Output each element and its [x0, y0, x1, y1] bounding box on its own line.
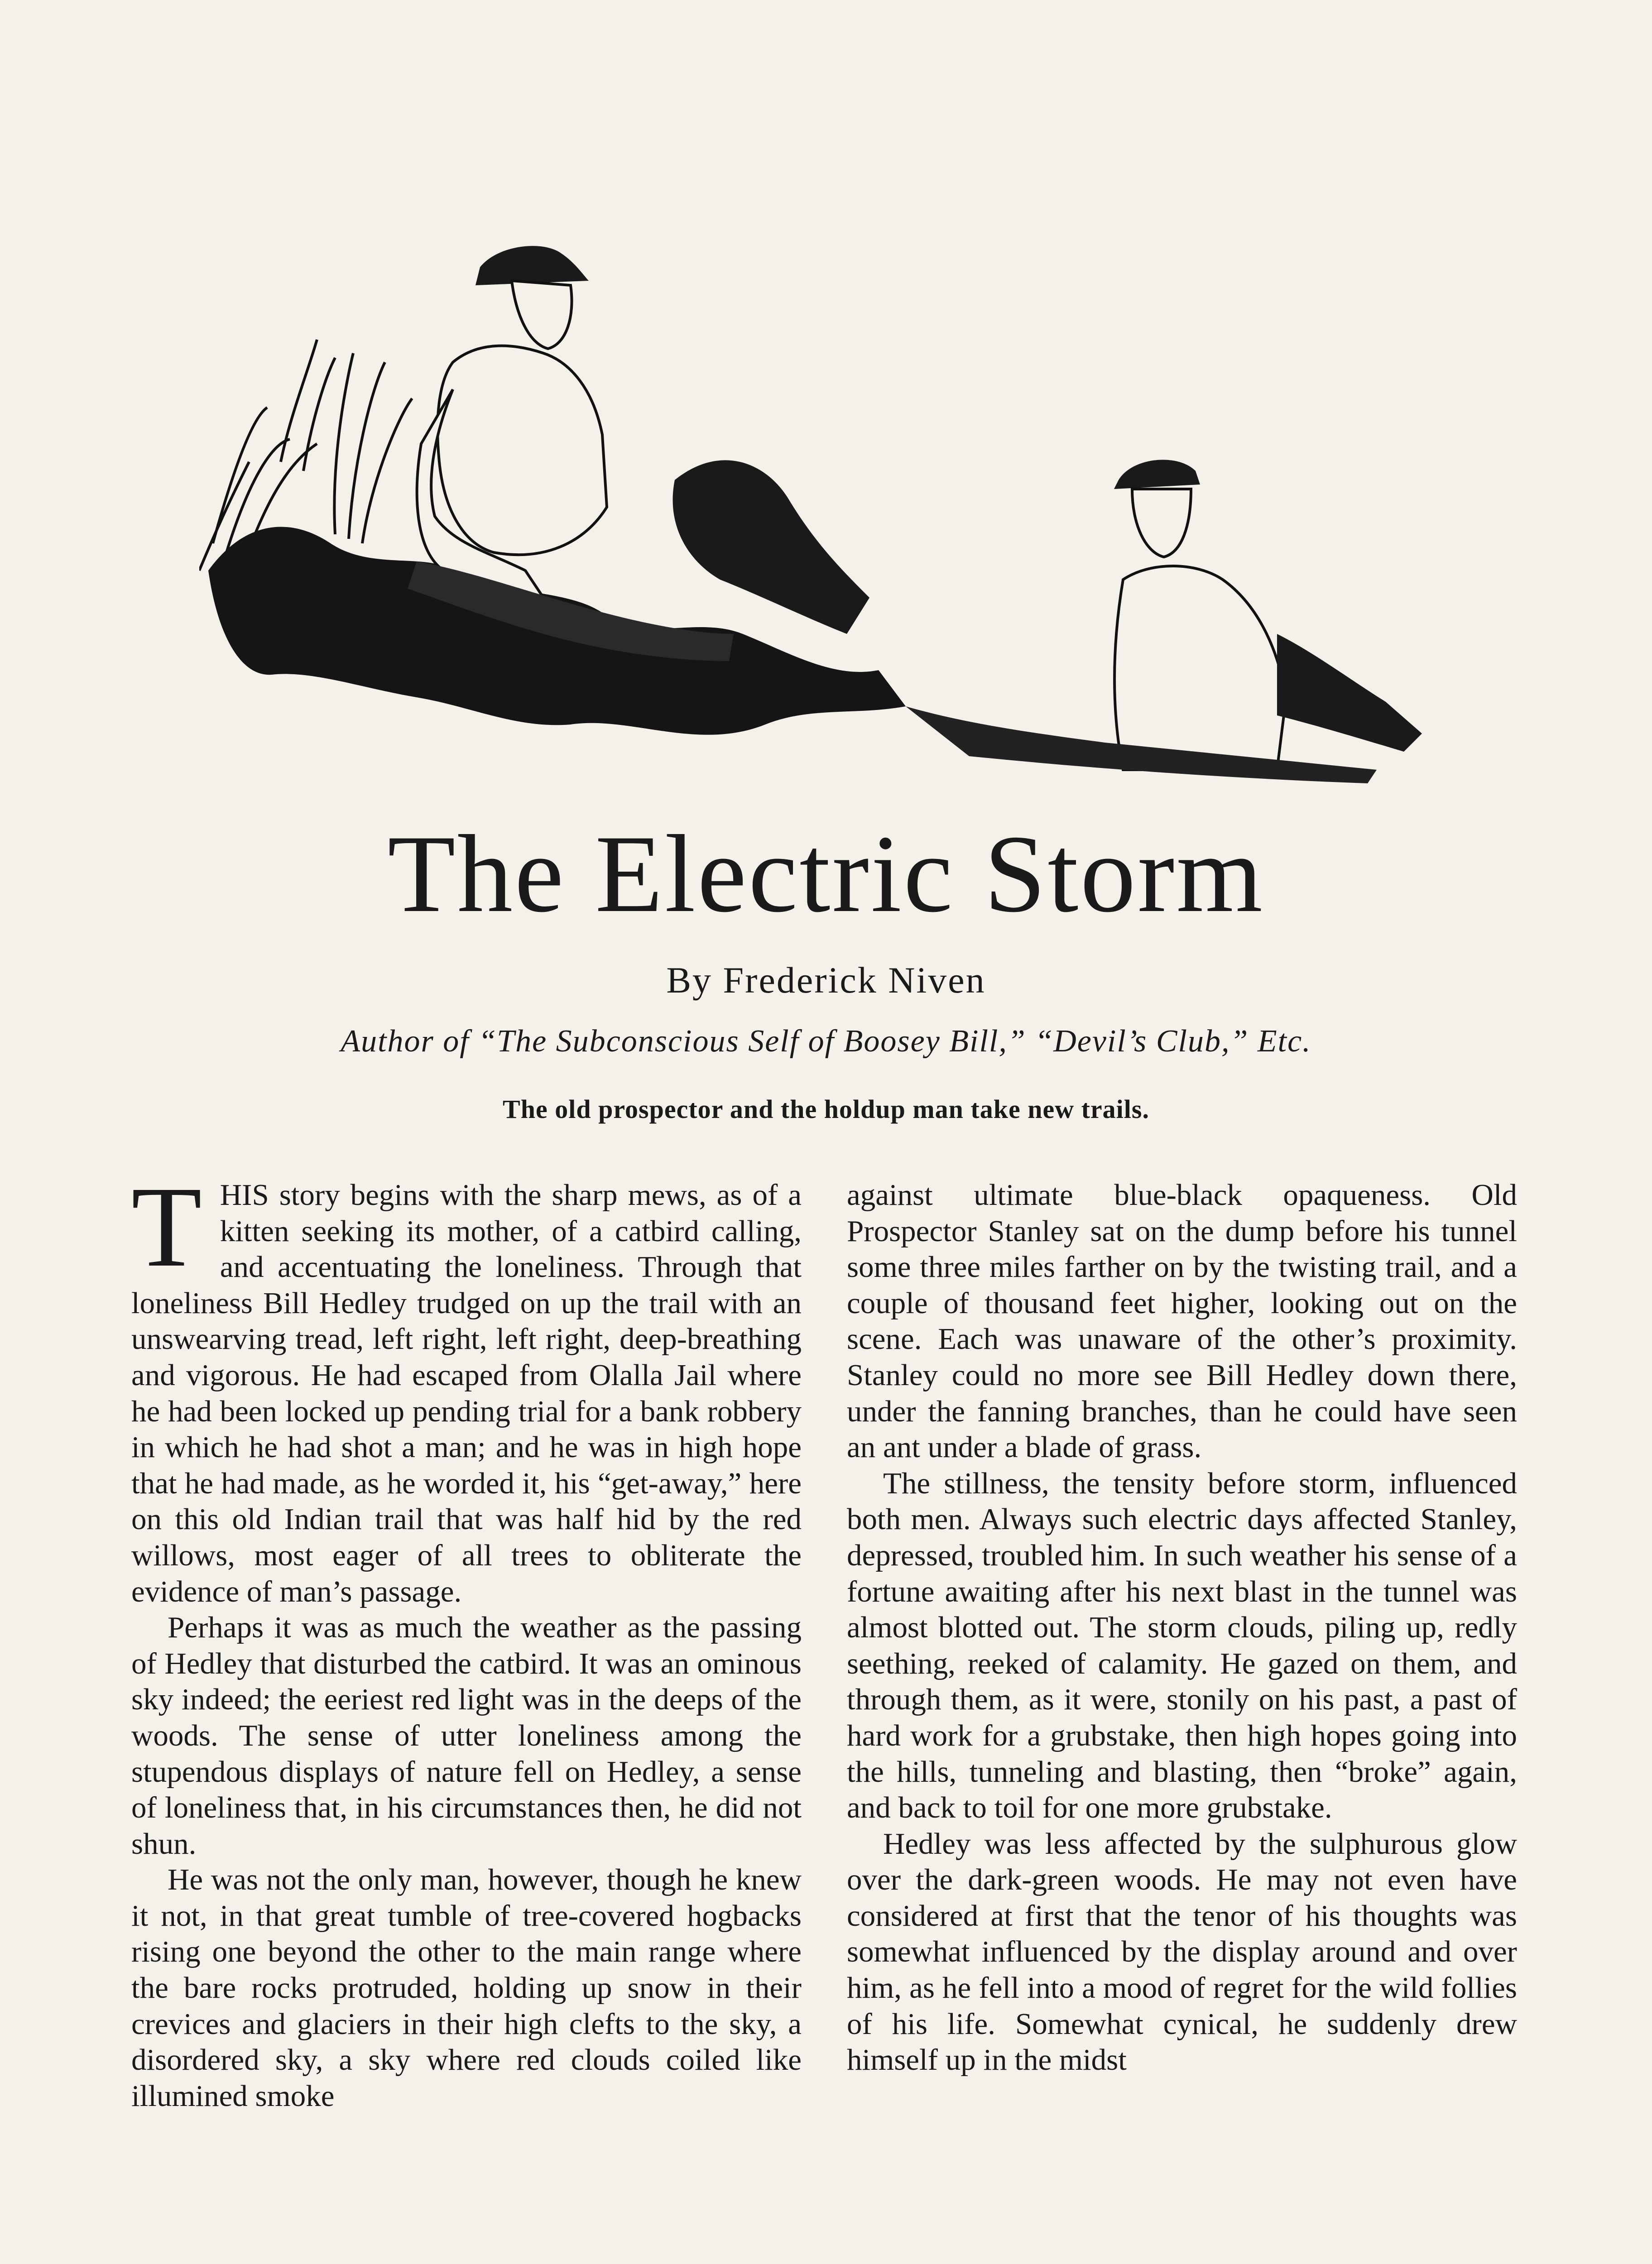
brush-mass-right	[673, 460, 869, 634]
prospector-hat	[475, 246, 589, 285]
article-title: The Electric Storm	[387, 812, 1265, 935]
paragraph: He was not the only man, however, though he knew it not, in that great tumble of tree-covered hogbacks rising one beyond the other to the main range where the bare rocks protruded, holding up snow in their crevices and glaciers in their high clefts to the sky, a disordered sky, a sky where red clouds coiled like illumined smoke	[131, 1863, 802, 2113]
paragraph: The stillness, the tensity before storm, influenced both men. Always such electric days affected Stanley, depressed, troubled him. In such weather his sense of a fortune awaiting after his next blast in the tunnel was almost blotted out. The storm clouds, piling up, redly seething, reeked of calamity. He gazed on them, and through them, as it were, stonily on his past, a past of hard work for a grubstake, then high hopes going into the hills, tunneling and blasting, then “broke” again, and back to toil for one more grubstake.	[847, 1466, 1517, 1825]
paragraph	[131, 1163, 802, 1610]
old-prospector-figure	[408, 246, 734, 661]
article-tagline: The old prospector and the holdup man take new trails.	[503, 1094, 1149, 1124]
story-illustration	[199, 226, 1458, 815]
holdup-man-shadow	[1277, 634, 1422, 752]
body-column-right	[847, 1177, 1517, 2078]
holdup-man-head	[1132, 489, 1191, 557]
article-byline: By Frederick Niven	[666, 959, 986, 1001]
author-other-works: Author of “The Subconscious Self of Boosey Bill,” “Devil’s Club,” Etc.	[341, 1024, 1311, 1059]
paragraph: Perhaps it was as much the weather as the passing of Hedley that disturbed the catbird. It was an ominous sky indeed; the eeriest red light was in the deeps of the woods. The sense of utter loneliness among the stupendous displays of nature fell on Hedley, a sense of loneliness that, in his circumstances then, he did not shun.	[131, 1611, 802, 1861]
prospector-shirt	[437, 346, 607, 555]
body-column-left	[131, 1163, 802, 2114]
paragraph-text: HIS story begins with the sharp mews, as of a kitten seeking its mother, of a catbird calling, and accentuating the loneliness. Through that loneliness Bill Hedley trudged on up the trail with an unswearving tread, left right, left right, deep-breathing and vigorous. He had escaped from Olalla Jail where he had been locked up pending trial for a bank robbery in which he had shot a man; and he was in high hope that he had made, as he worded it, his “get-away,” here on this old Indian trail that was half hid by the red willows, most eager of all trees to obliterate the evidence of man’s passage.	[131, 1178, 802, 1608]
paragraph: Hedley was less affected by the sulphurous glow over the dark-green woods. He may not even have considered at first that the tenor of his thoughts was somewhat influenced by the display around and over him, as he fell into a mood of regret for the wild follies of his life. Somewhat cynical, he suddenly drew himself up in the midst	[847, 1827, 1517, 2077]
holdup-man-cap	[1114, 460, 1200, 489]
holdup-man-shirt	[1114, 566, 1286, 770]
drop-cap: T	[131, 1163, 202, 1291]
holdup-man-figure	[906, 460, 1422, 783]
prospector-head	[512, 281, 572, 349]
paragraph: against ultimate blue-black opaqueness. Old Prospector Stanley sat on the dump before his tunnel some three miles farther on by the twisting trail, and a couple of thousand feet higher, looking out on the scene. Each was unaware of the other’s proximity. Stanley could no more see Bill Hedley down there, under the fanning branches, than he could have seen an ant under a blade of grass.	[847, 1178, 1517, 1464]
